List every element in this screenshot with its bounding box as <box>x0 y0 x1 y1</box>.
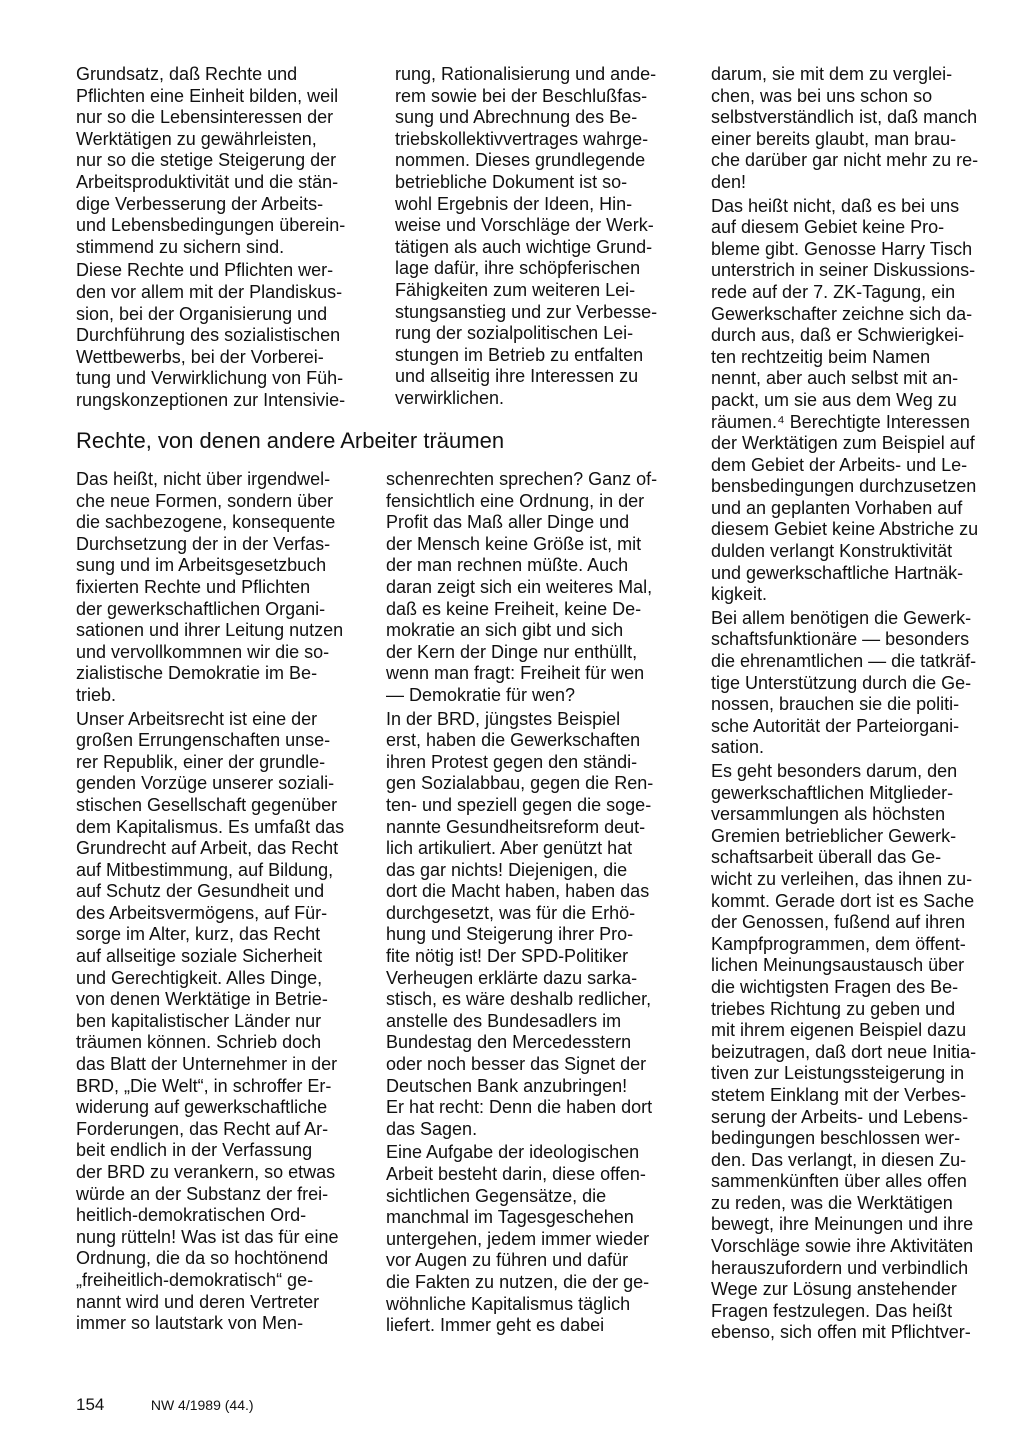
text-line: ebenso, sich offen mit Pflichtver- <box>711 1322 971 1343</box>
text-line: nommen. Dieses grundlegende <box>395 150 646 171</box>
text-line: und vervollkommnen wir die so- <box>76 641 330 662</box>
text-line: BRD, „Die Welt“, in schroffer Er- <box>76 1075 332 1096</box>
text-line: räumen.⁴ Berechtigte Interessen <box>711 411 970 432</box>
text-line: rer Republik, einer der grundle- <box>76 751 326 772</box>
text-line: serung der Arbeits- und Lebens- <box>711 1106 969 1127</box>
text-line: das gar nichts! Diejenigen, die <box>386 859 628 880</box>
text-line: die sachbezogene, konsequente <box>76 512 336 533</box>
text-line: Kampfprogrammen, dem öffent- <box>711 933 966 954</box>
text-line: Fähigkeiten zum weiteren Lei- <box>395 279 636 300</box>
text-line: den vor allem mit der Plandiskus- <box>76 281 343 302</box>
text-line: stimmend zu sichern sind. <box>76 236 285 257</box>
page-number: 154 <box>76 1395 105 1414</box>
text-line: bleme gibt. Genosse Harry Tisch <box>711 238 973 259</box>
text-line: sung und im Arbeitsgesetzbuch <box>76 555 327 576</box>
text-line: rem sowie bei der Beschlußfas- <box>395 85 648 106</box>
paragraph <box>76 260 366 411</box>
text-line: In der BRD, jüngstes Beispiel <box>386 708 621 729</box>
text-line: ten- und speziell gegen die soge- <box>386 794 652 815</box>
text-line: tung und Verwirklichung von Füh- <box>76 368 344 389</box>
text-line: dem Kapitalismus. Es umfaßt das <box>76 816 345 837</box>
paragraph <box>711 196 1001 606</box>
text-line: Diese Rechte und Pflichten wer- <box>76 260 334 281</box>
column-3 <box>711 64 1001 1344</box>
text-line: und Lebensbedingungen überein- <box>76 215 346 236</box>
text-line: Das heißt, nicht über irgendwel- <box>76 469 331 489</box>
paragraph <box>76 469 366 707</box>
text-line: nannte Gesundheitsreform deut- <box>386 816 646 837</box>
text-line: der man rechnen müßte. Auch <box>386 555 629 576</box>
text-line: genden Vorzüge unserer soziali- <box>76 773 335 794</box>
paragraph <box>76 64 366 258</box>
text-line: untergehen, jedem immer wieder <box>386 1228 650 1249</box>
text-line: gen Sozialabbau, gegen die Ren- <box>386 773 654 794</box>
text-line: Ordnung, die da so hochtönend <box>76 1248 329 1269</box>
text-line: fensichtlich eine Ordnung, in der <box>386 490 645 511</box>
text-line: unterstrich in seiner Diskussions- <box>711 260 976 281</box>
text-line: beit endlich in der Verfassung <box>76 1140 313 1161</box>
text-line: Deutschen Bank anzubringen! <box>386 1075 628 1096</box>
text-line: lage dafür, ihre schöpferischen <box>395 258 641 279</box>
text-line: Verheugen erklärte dazu sarka- <box>386 967 638 988</box>
paragraph <box>711 761 1001 1344</box>
text-line: Arbeit besteht darin, diese offen- <box>386 1164 646 1184</box>
text-line: fixierten Rechte und Pflichten <box>76 576 311 597</box>
text-line: triebes Richtung zu geben und <box>711 998 956 1019</box>
text-line: nennt, aber auch selbst mit an- <box>711 368 959 389</box>
paragraph <box>395 64 687 410</box>
text-line: hung und Steigerung ihrer Pro- <box>386 924 634 945</box>
text-line: packt, um sie aus dem Weg zu <box>711 389 957 410</box>
text-line: widerung auf gewerkschaftliche <box>76 1097 328 1118</box>
text-line: träumen können. Schrieb doch <box>76 1032 322 1053</box>
text-line: chen, was bei uns schon so <box>711 85 933 106</box>
text-line: liefert. Immer geht es dabei <box>386 1315 605 1336</box>
text-line: auf Mitbestimmung, auf Bildung, <box>76 859 334 880</box>
text-line: und Gerechtigkeit. Alles Dinge, <box>76 967 323 988</box>
text-line: stungsanstieg und zur Verbesse- <box>395 301 658 322</box>
text-line: Fragen festzulegen. Das heißt <box>711 1300 953 1321</box>
text-line: Grundsatz, daß Rechte und <box>76 64 298 84</box>
paragraph <box>386 709 688 1141</box>
text-line: weise und Vorschläge der Werk- <box>395 215 654 236</box>
text-line: erst, haben die Gewerkschaften <box>386 730 641 751</box>
text-line: „freiheitlich-demokratisch“ ge- <box>76 1269 314 1290</box>
journal-reference: NW 4/1989 (44.) <box>150 1397 254 1413</box>
text-line: darum, sie mit dem zu verglei- <box>711 64 953 84</box>
text-line: Durchführung des sozialistischen <box>76 325 341 346</box>
text-line: zialistische Demokratie im Be- <box>76 663 318 684</box>
text-line: Es geht besonders darum, den <box>711 761 958 781</box>
text-line: schenrechten sprechen? Ganz of- <box>386 469 658 489</box>
text-line: der gewerkschaftlichen Organi- <box>76 598 326 619</box>
text-line: lich artikuliert. Aber genützt hat <box>386 838 633 859</box>
paragraph <box>711 64 1001 194</box>
text-line: Durchsetzung der in der Verfas- <box>76 533 331 554</box>
text-line: versammlungen als höchsten <box>711 804 946 825</box>
text-line: wöhnliche Kapitalismus täglich <box>386 1293 631 1314</box>
text-line: wenn man fragt: Freiheit für wen <box>386 663 645 684</box>
text-line: rede auf der 7. ZK-Tagung, ein <box>711 281 956 302</box>
text-line: sation. <box>711 737 765 758</box>
text-line: — Demokratie für wen? <box>386 684 576 705</box>
text-line: nur so die stetige Steigerung der <box>76 150 337 171</box>
text-line: herauszufordern und verbindlich <box>711 1257 969 1278</box>
text-line: daran zeigt sich ein weiteres Mal, <box>386 576 653 597</box>
text-line: tiven zur Leistungssteigerung in <box>711 1063 965 1084</box>
text-line: wohl Ergebnis der Ideen, Hin- <box>395 193 633 214</box>
text-line: rungskonzeptionen zur Intensivie- <box>76 389 346 410</box>
text-line: dem Gebiet der Arbeits- und Le- <box>711 454 968 475</box>
text-line: kigkeit. <box>711 584 768 605</box>
text-line: Werktätigen zu gewährleisten, <box>76 128 317 149</box>
text-line: Das heißt nicht, daß es bei uns <box>711 195 960 216</box>
text-line: wicht zu verleihen, das ihnen zu- <box>711 868 973 889</box>
text-line: Gewerkschafter zeichne sich da- <box>711 303 973 324</box>
text-line: dulden verlangt Konstruktivität <box>711 541 953 562</box>
text-line: den. Das verlangt, in diesen Zu- <box>711 1149 967 1170</box>
text-line: vor Augen zu führen und dafür <box>386 1250 629 1271</box>
text-line: durchgesetzt, was für die Erhö- <box>386 902 636 923</box>
text-line: immer so lautstark von Men- <box>76 1313 304 1334</box>
text-line: das Blatt der Unternehmer in der <box>76 1054 338 1075</box>
text-line: ihren Protest gegen den ständi- <box>386 751 638 772</box>
text-line: Wettbewerbs, bei der Vorberei- <box>76 346 324 367</box>
text-line: stungen im Betrieb zu entfalten <box>395 344 644 365</box>
text-line: verwirklichen. <box>395 387 505 408</box>
text-line: oder noch besser das Signet der <box>386 1054 647 1075</box>
paragraph <box>386 1142 688 1336</box>
text-line: schaftsfunktionäre — besonders <box>711 629 970 650</box>
text-line: stischen Gesellschaft gegenüber <box>76 794 338 815</box>
text-line: Er hat recht: Denn die haben dort <box>386 1097 653 1118</box>
text-line: sammenkünften über alles offen <box>711 1171 967 1192</box>
text-line: rung der sozialpolitischen Lei- <box>395 323 634 344</box>
page-footer <box>76 1395 254 1415</box>
text-line: anstelle des Bundesadlers im <box>386 1010 622 1031</box>
text-line: Gremien betrieblicher Gewerk- <box>711 825 957 846</box>
text-line: nung rütteln! Was ist das für eine <box>76 1226 339 1247</box>
text-line: Bundestag den Mercedesstern <box>386 1032 632 1053</box>
text-line: heitlich-demokratischen Ord- <box>76 1205 307 1226</box>
text-line: bewegt, ihre Meinungen und ihre <box>711 1214 974 1235</box>
text-line: des Arbeitsvermögens, auf Für- <box>76 902 328 923</box>
text-line: che neue Formen, sondern über <box>76 490 334 511</box>
text-line: Unser Arbeitsrecht ist eine der <box>76 708 318 729</box>
column-1-bottom <box>76 469 366 1335</box>
text-line: rung, Rationalisierung und ande- <box>395 64 657 84</box>
text-line: von denen Werktätige in Betrie- <box>76 989 328 1010</box>
text-line: Wege zur Lösung anstehender <box>711 1279 957 1300</box>
text-line: auf diesem Gebiet keine Pro- <box>711 217 945 238</box>
text-line: bedingungen beschlossen wer- <box>711 1128 961 1149</box>
text-line: trieb. <box>76 684 117 705</box>
text-line: Bei allem benötigen die Gewerk- <box>711 607 972 628</box>
text-line: würde an der Substanz der frei- <box>76 1183 329 1204</box>
text-line: mokratie an sich gibt und sich <box>386 620 624 641</box>
text-line: sorge im Alter, kurz, das Recht <box>76 924 321 945</box>
text-line: ten rechtzeitig beim Namen <box>711 346 931 367</box>
text-line: nossen, brauchen sie die politi- <box>711 694 960 715</box>
text-line: schaftsarbeit überall das Ge- <box>711 847 942 868</box>
text-line: triebskollektivvertrages wahrge- <box>395 128 649 149</box>
text-line: großen Errungenschaften unse- <box>76 730 331 751</box>
text-line: ben kapitalistischer Länder nur <box>76 1010 322 1031</box>
text-line: manchmal im Tagesgeschehen <box>386 1207 634 1228</box>
text-line: fite nötig ist! Der SPD-Politiker <box>386 946 629 967</box>
text-line: gewerkschaftlichen Mitglieder- <box>711 782 954 803</box>
text-line: mit ihrem eigenen Beispiel dazu <box>711 1020 967 1041</box>
text-line: nur so die Lebensinteressen der <box>76 107 334 128</box>
paragraph <box>711 608 1001 759</box>
text-line: nannt wird und deren Vertreter <box>76 1291 320 1312</box>
paragraph <box>76 709 366 1335</box>
text-line: der Genossen, fußend auf ihren <box>711 912 966 933</box>
text-line: der Kern der Dinge nur enthüllt, <box>386 641 638 662</box>
text-line: lichen Meinungsaustausch über <box>711 955 965 976</box>
text-line: Grundrecht auf Arbeit, das Recht <box>76 838 339 859</box>
text-line: die ehrenamtlichen — die tatkräf- <box>711 651 977 672</box>
text-line: der Mensch keine Größe ist, mit <box>386 533 642 554</box>
text-line: bensbedingungen durchzusetzen <box>711 476 977 497</box>
text-line: diesem Gebiet keine Abstriche zu <box>711 519 979 540</box>
text-line: sichtlichen Gegensätze, die <box>386 1185 607 1206</box>
text-line: sung und Abrechnung des Be- <box>395 107 638 128</box>
text-line: dige Verbesserung der Arbeits- <box>76 193 324 214</box>
text-line: die wichtigsten Fragen des Be- <box>711 976 959 997</box>
text-line: beizutragen, daß dort neue Initia- <box>711 1041 977 1062</box>
text-line: und gewerkschaftliche Hartnäk- <box>711 562 964 583</box>
text-line: das Sagen. <box>386 1118 478 1139</box>
paragraph <box>386 469 688 707</box>
text-line: dort die Macht haben, haben das <box>386 881 650 902</box>
text-line: stetem Einklang mit der Verbes- <box>711 1084 967 1105</box>
section-heading: Rechte, von denen andere Arbeiter träumen <box>76 428 505 453</box>
text-line: sche Autorität der Parteiorgani- <box>711 715 960 736</box>
text-line: sion, bei der Organisierung und <box>76 303 328 324</box>
text-line: der Werktätigen zum Beispiel auf <box>711 433 975 454</box>
column-1-top <box>76 64 366 412</box>
text-line: kommt. Gerade dort ist es Sache <box>711 890 975 911</box>
text-line: betriebliche Dokument ist so- <box>395 171 628 192</box>
text-line: Pflichten eine Einheit bilden, weil <box>76 85 339 106</box>
text-line: auf allseitige soziale Sicherheit <box>76 946 323 967</box>
text-line: die Fakten zu nutzen, die der ge- <box>386 1271 650 1292</box>
text-line: den! <box>711 171 747 192</box>
text-line: Profit das Maß aller Dinge und <box>386 512 630 533</box>
text-line: und allseitig ihre Interessen zu <box>395 366 639 387</box>
text-line: stisch, es wäre deshalb redlicher, <box>386 989 652 1010</box>
text-line: daß es keine Freiheit, keine De- <box>386 598 642 619</box>
text-line: tätigen als auch wichtige Grund- <box>395 236 653 257</box>
text-line: Vorschläge sowie ihre Aktivitäten <box>711 1236 974 1257</box>
text-line: zu reden, was die Werktätigen <box>711 1192 953 1213</box>
text-line: selbstverständlich ist, daß manch <box>711 107 978 128</box>
text-line: che darüber gar nicht mehr zu re- <box>711 150 979 171</box>
text-line: Arbeitsproduktivität und die stän- <box>76 171 339 192</box>
text-line: durch aus, daß er Schwierigkei- <box>711 325 965 346</box>
text-line: Forderungen, das Recht auf Ar- <box>76 1118 329 1139</box>
text-line: der BRD zu verankern, so etwas <box>76 1162 336 1182</box>
text-line: Eine Aufgabe der ideologischen <box>386 1142 640 1163</box>
column-2-bottom <box>386 469 688 1337</box>
text-line: sationen und ihrer Leitung nutzen <box>76 620 344 641</box>
text-line: einer bereits glaubt, man brau- <box>711 128 957 149</box>
text-line: tige Unterstützung durch die Ge- <box>711 672 972 693</box>
text-line: und an geplanten Vorhaben auf <box>711 497 963 518</box>
text-line: auf Schutz der Gesundheit und <box>76 881 325 902</box>
column-2-top <box>395 64 687 410</box>
